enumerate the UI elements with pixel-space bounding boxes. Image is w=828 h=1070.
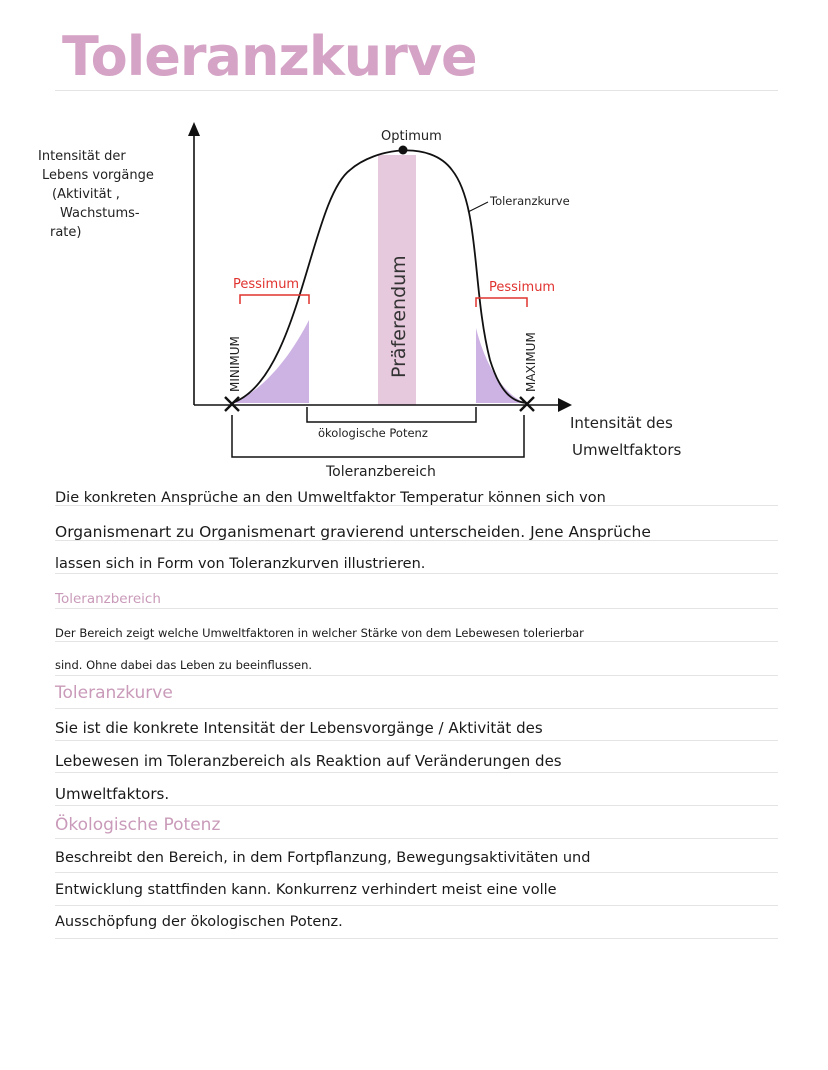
toleranzbereich-label: Toleranzbereich — [326, 464, 436, 480]
oekologische-potenz-label: ökologische Potenz — [318, 426, 428, 440]
optimum-point — [399, 146, 408, 155]
intro-line: Organismenart zu Organismenart gravierend unterscheiden. Jene Ansprüche — [55, 523, 651, 541]
y-axis-label-line: Wachstums- — [60, 206, 140, 221]
maximum-cross — [520, 397, 534, 411]
x-axis-label-line: Umweltfaktors — [572, 441, 682, 459]
section-line: Ausschöpfung der ökologischen Potenz. — [55, 914, 343, 930]
optimum-label: Optimum — [381, 129, 442, 144]
y-axis-label-line: rate) — [50, 225, 82, 240]
section-heading-toleranzbereich: Toleranzbereich — [55, 591, 161, 607]
section-heading-oekologische-potenz: Ökologische Potenz — [55, 815, 221, 835]
section-line: sind. Ohne dabei das Leben zu beeinflussen. — [55, 658, 313, 672]
curve-label: Toleranzkurve — [490, 194, 570, 208]
x-axis-arrow — [558, 398, 572, 412]
y-axis-label-line: Lebens vorgänge — [42, 168, 154, 183]
y-axis-arrow — [188, 122, 200, 136]
section-line: Entwicklung stattfinden kann. Konkurrenz verhindert meist eine volle — [55, 882, 557, 898]
intro-line: lassen sich in Form von Toleranzkurven illustrieren. — [55, 556, 426, 572]
section-line: Umweltfaktors. — [55, 785, 170, 803]
x-axis-label-line: Intensität des — [570, 414, 673, 432]
section-line: Beschreibt den Bereich, in dem Fortpflanzung, Bewegungsaktivitäten und — [55, 850, 591, 866]
section-line: Der Bereich zeigt welche Umweltfaktoren in welcher Stärke von dem Lebewesen tolerierbar — [55, 626, 584, 640]
page-title: Toleranzkurve — [62, 25, 477, 88]
pessimum-left-area — [232, 320, 309, 403]
minimum-cross — [225, 397, 239, 411]
intro-line: Die konkreten Ansprüche an den Umweltfaktor Temperatur können sich von — [55, 490, 606, 506]
pessimum-right-area — [476, 328, 525, 403]
curve-label-pointer — [468, 202, 488, 212]
section-line: Sie ist die konkrete Intensität der Lebensvorgänge / Aktivität des — [55, 719, 543, 737]
minimum-label: MINIMUM — [228, 336, 242, 392]
praeferendum-label: Präferendum — [388, 255, 410, 378]
oekologische-potenz-bracket — [307, 407, 476, 422]
y-axis-label-line: Intensität der — [38, 149, 126, 164]
section-heading-toleranzkurve: Toleranzkurve — [55, 683, 173, 703]
y-axis-label-line: (Aktivität , — [52, 187, 120, 202]
pessimum-left-label: Pessimum — [233, 277, 300, 292]
section-line: Lebewesen im Toleranzbereich als Reaktion auf Veränderungen des — [55, 752, 562, 770]
pessimum-right-label: Pessimum — [489, 280, 556, 295]
maximum-label: MAXIMUM — [524, 332, 538, 392]
pessimum-right-bracket — [476, 298, 527, 307]
